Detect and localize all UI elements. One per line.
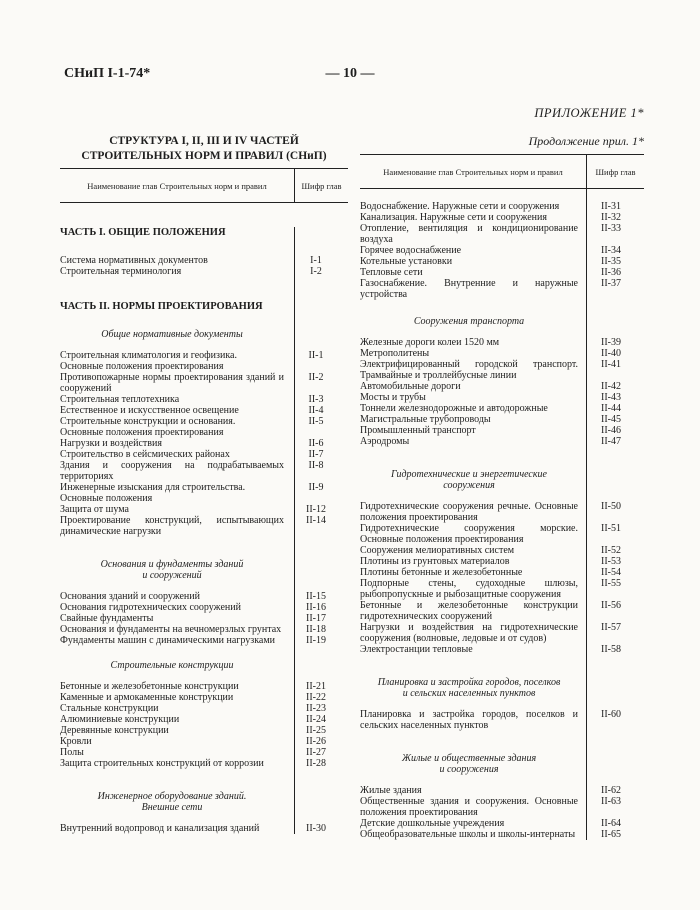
table-row (60, 758, 348, 769)
section-hydro-line-1: Гидротехнические и энергетические (391, 469, 547, 480)
chapter-code: II-60 (601, 709, 621, 720)
part-2-heading: ЧАСТЬ II. НОРМЫ ПРОЕКТИРОВАНИЯ (60, 301, 263, 312)
chapter-name: Газоснабжение. Внутренние и наружные устройства (360, 278, 578, 300)
chapter-code: II-16 (306, 602, 326, 613)
network-rows (360, 201, 644, 300)
section-structures-heading: Строительные конструкции (110, 660, 234, 671)
chapter-name: Нагрузки и воздействия (60, 438, 162, 449)
table-row (60, 372, 348, 394)
chapter-name: Плотины из грунтовых материалов (360, 556, 510, 567)
chapter-code: II-64 (601, 818, 621, 829)
hydro-rows (360, 501, 644, 655)
title-line-2: СТРОИТЕЛЬНЫХ НОРМ И ПРАВИЛ (СНиП) (81, 150, 327, 162)
chapter-name: Плотины бетонные и железобетонные (360, 567, 523, 578)
section-foundations-line-2: и сооружений (142, 570, 202, 581)
chapter-code: II-63 (601, 796, 621, 807)
chapter-code: II-19 (306, 635, 326, 646)
chapter-code: II-65 (601, 829, 621, 840)
part-1-heading: ЧАСТЬ I. ОБЩИЕ ПОЛОЖЕНИЯ (60, 227, 226, 238)
chapter-code: II-14 (306, 515, 326, 526)
table-row (360, 278, 644, 300)
chapter-name: Основания гидротехнических сооружений (60, 602, 241, 613)
table-row (60, 635, 348, 646)
chapter-name: Полы (60, 747, 84, 758)
chapter-name: Гидротехнические сооружения морские. Основные положения проектирования (360, 523, 578, 545)
chapter-code: II-2 (308, 372, 324, 383)
table-header-continued (360, 154, 644, 189)
appendix-label: ПРИЛОЖЕНИЕ 1* (534, 106, 644, 120)
chapter-name: Гидротехнические сооружения речные. Основные положения проектирования (360, 501, 578, 523)
table-row (60, 482, 348, 493)
chapter-code: II-36 (601, 267, 621, 278)
table-row (60, 361, 348, 372)
chapter-name: Фундаменты машин с динамическими нагрузками (60, 635, 276, 646)
chapter-code: II-39 (601, 337, 621, 348)
chapter-code: II-47 (601, 436, 621, 447)
chapter-name: Жилые здания (360, 785, 422, 796)
table-row (60, 449, 348, 460)
structure-title (60, 134, 348, 168)
table-row (360, 785, 644, 796)
chapter-name: Общественные здания и сооружения. Основные положения проектирования (360, 796, 578, 818)
chapter-name: Тоннели железнодорожные и автодорожные (360, 403, 548, 414)
chapter-name: Инженерные изыскания для строительства. (60, 482, 246, 493)
table-row (360, 223, 644, 245)
table-row (360, 818, 644, 829)
page-number: — 10 — (325, 66, 375, 81)
table-row (360, 212, 644, 223)
right-column (360, 134, 644, 840)
table-row (360, 359, 644, 381)
part-1-rows (60, 255, 348, 277)
chapter-name: Детские дошкольные учреждения (360, 818, 505, 829)
table-row (60, 823, 348, 834)
chapter-code: II-4 (308, 405, 324, 416)
document-code: СНиП I-1-74* (64, 66, 151, 81)
chapter-name: Основания зданий и сооружений (60, 591, 200, 602)
table-row (360, 392, 644, 403)
table-row (60, 736, 348, 747)
table-row (60, 427, 348, 438)
chapter-name: Тепловые сети (360, 267, 423, 278)
chapter-code: II-42 (601, 381, 621, 392)
table-row (60, 266, 348, 277)
table-row (60, 725, 348, 736)
chapter-name: Сооружения мелиоративных систем (360, 545, 515, 556)
table-row (60, 350, 348, 361)
table-row (360, 425, 644, 436)
table-row (360, 829, 644, 840)
table-row (60, 714, 348, 725)
chapter-code: II-35 (601, 256, 621, 267)
chapter-name: Общеобразовательные школы и школы-интернаты (360, 829, 576, 840)
chapter-code (284, 361, 348, 372)
chapter-name: Естественное и искусственное освещение (60, 405, 239, 416)
chapter-code: II-55 (601, 578, 621, 589)
table-row (60, 681, 348, 692)
chapter-code: II-57 (601, 622, 621, 633)
continuation-label: Продолжение прил. 1* (528, 134, 644, 148)
section-foundations-line-1: Основания и фундаменты зданий (100, 559, 244, 570)
chapter-name: Защита от шума (60, 504, 129, 515)
chapter-code: II-58 (601, 644, 621, 655)
chapter-name: Подпорные стены, судоходные шлюзы, рыбопропускные и рыбозащитные сооружения (360, 578, 578, 600)
chapter-code: II-51 (601, 523, 621, 534)
chapter-code: II-1 (308, 350, 324, 361)
chapter-code: I-2 (310, 266, 322, 277)
table-row (360, 201, 644, 212)
chapter-name: Строительная климатология и геофизика. (60, 350, 237, 361)
chapter-code: II-41 (601, 359, 621, 370)
chapter-code: II-17 (306, 613, 326, 624)
table-row (360, 622, 644, 644)
table-row (60, 591, 348, 602)
table-row (60, 703, 348, 714)
table-row (360, 348, 644, 359)
section-residential-heading (360, 753, 578, 775)
chapter-name: Система нормативных документов (60, 255, 208, 266)
chapter-name: Горячее водоснабжение (360, 245, 462, 256)
chapter-name: Автомобильные дороги (360, 381, 461, 392)
chapter-name: Канализация. Наружные сети и сооружения (360, 212, 547, 223)
table-row (360, 381, 644, 392)
chapter-name: Основные положения (60, 493, 153, 504)
table-row (60, 438, 348, 449)
section-engineering-line-2: Внешние сети (141, 802, 203, 813)
chapter-code: II-33 (601, 223, 621, 234)
chapter-name: Основания и фундаменты на вечномерзлых грунтах (60, 624, 282, 635)
left-column (60, 134, 348, 834)
table-row (60, 493, 348, 504)
chapter-name: Магистральные трубопроводы (360, 414, 491, 425)
chapter-code: II-37 (601, 278, 621, 289)
table-row (360, 644, 644, 655)
chapter-code: II-23 (306, 703, 326, 714)
chapter-code: II-28 (306, 758, 326, 769)
residential-rows (360, 785, 644, 840)
table-row (60, 405, 348, 416)
table-row (60, 504, 348, 515)
chapter-name: Деревянные конструкции (60, 725, 169, 736)
table-row (360, 414, 644, 425)
section-engineering-line-1: Инженерное оборудование зданий. (97, 791, 247, 802)
section-hydro-heading (360, 469, 578, 491)
chapter-name: Бетонные и железобетонные конструкции (60, 681, 239, 692)
chapter-name: Электрифицированный городской транспорт. Трамвайные и троллейбусные линии (360, 359, 578, 381)
section-planning-line-2: и сельских населенных пунктов (402, 688, 536, 699)
table-row (360, 578, 644, 600)
table-row (360, 600, 644, 622)
chapter-name: Строительные конструкции и основания. (60, 416, 236, 427)
chapter-code: II-9 (308, 482, 324, 493)
chapter-code: II-46 (601, 425, 621, 436)
table-row (360, 501, 644, 523)
chapter-name: Отопление, вентиляция и кондиционирование воздуха (360, 223, 578, 245)
table-row (360, 709, 644, 731)
chapter-code: II-25 (306, 725, 326, 736)
chapter-code: II-56 (601, 600, 621, 611)
planning-rows (360, 709, 644, 731)
chapter-name: Защита строительных конструкций от коррозии (60, 758, 264, 769)
chapter-name: Метрополитены (360, 348, 430, 359)
column-header-name: Наименование глав Строительных норм и правил (360, 155, 587, 189)
chapter-code: II-7 (308, 449, 324, 460)
chapter-code: II-32 (601, 212, 621, 223)
chapter-code: II-43 (601, 392, 621, 403)
chapter-name: Основные положения проектирования (60, 427, 224, 438)
table-row (60, 624, 348, 635)
table-row (60, 692, 348, 703)
table-row (360, 403, 644, 414)
chapter-name: Нагрузки и воздействия на гидротехнические сооружения (волновые, ледовые и от судов) (360, 622, 578, 644)
chapter-name: Мосты и трубы (360, 392, 426, 403)
chapter-name: Алюминиевые конструкции (60, 714, 180, 725)
chapter-code: II-26 (306, 736, 326, 747)
transport-rows (360, 337, 644, 447)
chapter-name: Котельные установки (360, 256, 453, 267)
title-line-1: СТРУКТУРА I, II, III И IV ЧАСТЕЙ (109, 135, 299, 147)
chapter-name: Бетонные и железобетонные конструкции гидротехнических сооружений (360, 600, 578, 622)
chapter-code: II-3 (308, 394, 324, 405)
column-header-name: Наименование глав Строительных норм и правил (60, 169, 295, 203)
table-row (60, 460, 348, 482)
section-foundations-heading (60, 559, 284, 581)
table-row (360, 523, 644, 545)
section-planning-heading (360, 677, 578, 699)
chapter-code: II-18 (306, 624, 326, 635)
chapter-code: II-27 (306, 747, 326, 758)
chapter-code: II-54 (601, 567, 621, 578)
table-row (60, 515, 348, 537)
left-table-body (60, 227, 348, 834)
chapter-code: II-21 (306, 681, 326, 692)
chapter-name: Водоснабжение. Наружные сети и сооружения (360, 201, 560, 212)
table-row (360, 256, 644, 267)
chapter-code: II-45 (601, 414, 621, 425)
section-engineering-heading (60, 791, 284, 813)
chapter-code (284, 493, 348, 504)
right-table-body (360, 189, 644, 840)
chapter-name: Противопожарные нормы проектирования зданий и сооружений (60, 372, 284, 394)
section-planning-line-1: Планировка и застройка городов, поселков (377, 677, 561, 688)
general-rows (60, 350, 348, 537)
table-row (360, 245, 644, 256)
chapter-name: Промышленный транспорт (360, 425, 476, 436)
chapter-name: Стальные конструкции (60, 703, 159, 714)
chapter-code: II-30 (306, 823, 326, 834)
chapter-name: Внутренний водопровод и канализация зданий (60, 823, 260, 834)
table-row (360, 567, 644, 578)
chapter-name: Здания и сооружения на подрабатываемых территориях (60, 460, 284, 482)
structure-rows (60, 681, 348, 769)
chapter-code: II-22 (306, 692, 326, 703)
chapter-name: Проектирование конструкций, испытывающих динамические нагрузки (60, 515, 284, 537)
chapter-code: II-24 (306, 714, 326, 725)
foundation-rows (60, 591, 348, 646)
chapter-name: Железные дороги колеи 1520 мм (360, 337, 500, 348)
column-header-code: Шифр глав (295, 169, 349, 203)
chapter-name: Аэродромы (360, 436, 410, 447)
chapter-name: Свайные фундаменты (60, 613, 154, 624)
table-row (360, 436, 644, 447)
chapter-code: I-1 (310, 255, 322, 266)
chapter-code: II-40 (601, 348, 621, 359)
chapter-name: Основные положения проектирования (60, 361, 224, 372)
chapter-code (284, 427, 348, 438)
table-row (60, 613, 348, 624)
table-row (360, 796, 644, 818)
section-transport-heading: Сооружения транспорта (413, 316, 525, 327)
chapter-name: Каменные и армокаменные конструкции (60, 692, 234, 703)
column-header-code: Шифр глав (587, 155, 645, 189)
chapter-code: II-52 (601, 545, 621, 556)
table-row (60, 747, 348, 758)
table-row (60, 602, 348, 613)
chapter-name: Кровли (60, 736, 92, 747)
section-hydro-line-2: сооружения (443, 480, 495, 491)
chapter-name: Планировка и застройка городов, поселков и сельских населенных пунктов (360, 709, 578, 731)
chapter-code: II-44 (601, 403, 621, 414)
table-header (60, 168, 348, 203)
chapter-code: II-8 (308, 460, 324, 471)
section-residential-line-2: и сооружения (439, 764, 499, 775)
chapter-name: Строительная теплотехника (60, 394, 180, 405)
chapter-code: II-12 (306, 504, 326, 515)
table-row (60, 255, 348, 266)
chapter-name: Электростанции тепловые (360, 644, 473, 655)
table-row (60, 416, 348, 427)
chapter-code: II-5 (308, 416, 324, 427)
chapter-code: II-6 (308, 438, 324, 449)
chapter-name: Строительство в сейсмических районах (60, 449, 230, 460)
table-row (360, 337, 644, 348)
table-row (360, 556, 644, 567)
table-row (360, 267, 644, 278)
table-row (60, 394, 348, 405)
engineering-rows (60, 823, 348, 834)
chapter-code: II-31 (601, 201, 621, 212)
chapter-code: II-50 (601, 501, 621, 512)
table-row (360, 545, 644, 556)
section-residential-line-1: Жилые и общественные здания (401, 753, 537, 764)
chapter-code: II-15 (306, 591, 326, 602)
chapter-code: II-53 (601, 556, 621, 567)
chapter-code: II-62 (601, 785, 621, 796)
section-general-heading: Общие нормативные документы (101, 329, 243, 340)
chapter-code: II-34 (601, 245, 621, 256)
chapter-name: Строительная терминология (60, 266, 182, 277)
